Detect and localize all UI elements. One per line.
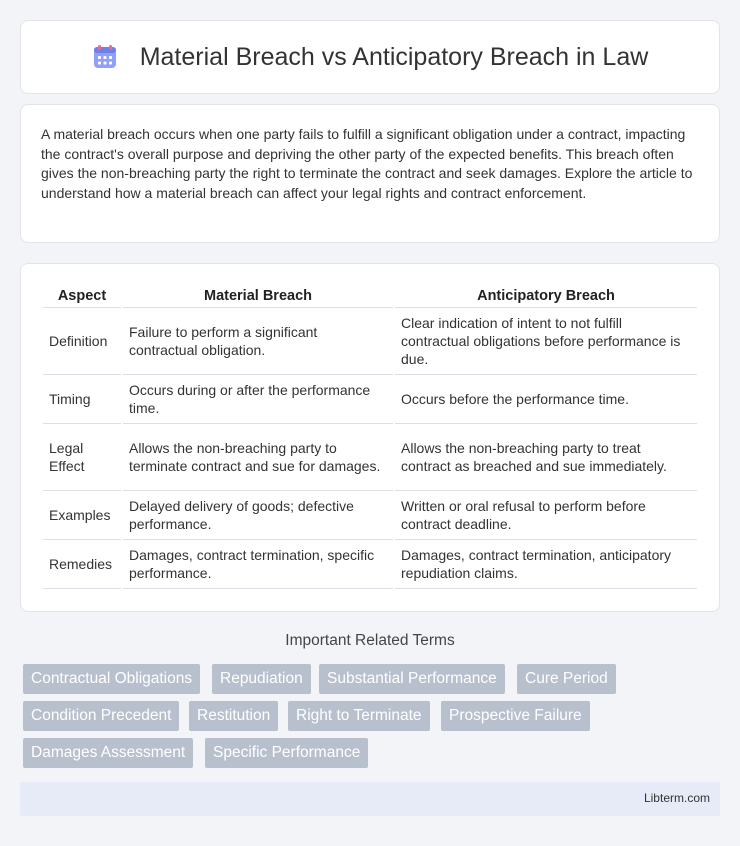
- cell-material: Damages, contract termination, specific performance.: [123, 540, 393, 589]
- table-row: [43, 424, 697, 491]
- cell-aspect: Remedies: [43, 540, 121, 589]
- cell-aspect: Legal Effect: [43, 424, 121, 491]
- tag-repudiation[interactable]: Repudiation: [212, 664, 311, 694]
- cell-anticipatory: Written or oral refusal to perform before contract deadline.: [395, 491, 697, 540]
- cell-aspect: Examples: [43, 491, 121, 540]
- cell-anticipatory: Damages, contract termination, anticipatory repudiation claims.: [395, 540, 697, 589]
- cell-material: Delayed delivery of goods; defective performance.: [123, 491, 393, 540]
- page-title: Material Breach vs Anticipatory Breach in Law: [139, 42, 649, 71]
- related-terms-title: Important Related Terms: [285, 632, 455, 649]
- cell-aspect: Timing: [43, 375, 121, 424]
- header-aspect: Aspect: [43, 286, 121, 308]
- comparison-card: [20, 263, 720, 612]
- header-anticipatory-breach: Anticipatory Breach: [395, 286, 697, 308]
- footer: [20, 782, 720, 816]
- tag-substantial-performance[interactable]: Substantial Performance: [319, 664, 505, 694]
- cell-material: Occurs during or after the performance time.: [123, 375, 393, 424]
- title-card: [20, 20, 720, 94]
- cell-aspect: Definition: [43, 308, 121, 375]
- table-row: [43, 308, 697, 375]
- tag-condition-precedent[interactable]: Condition Precedent: [23, 701, 179, 731]
- calendar-icon: [92, 44, 118, 70]
- tag-cure-period[interactable]: Cure Period: [517, 664, 616, 694]
- tag-specific-performance[interactable]: Specific Performance: [205, 738, 368, 768]
- cell-anticipatory: Allows the non-breaching party to treat contract as breached and sue immediately.: [395, 424, 697, 491]
- tag-prospective-failure[interactable]: Prospective Failure: [441, 701, 590, 731]
- cell-material: Failure to perform a significant contractual obligation.: [123, 308, 393, 375]
- intro-card: [20, 104, 720, 243]
- tag-contractual-obligations[interactable]: Contractual Obligations: [23, 664, 200, 694]
- tag-damages-assessment[interactable]: Damages Assessment: [23, 738, 193, 768]
- cell-anticipatory: Clear indication of intent to not fulfill contractual obligations before performance is due.: [395, 308, 697, 375]
- footer-site-link[interactable]: Libterm.com: [643, 791, 710, 805]
- table-row: [43, 491, 697, 540]
- comparison-table: [41, 286, 699, 589]
- table-row: [43, 375, 697, 424]
- intro-text: A material breach occurs when one party fails to fulfill a significant obligation under a contract, impacting the contract's overall purpose and depriving the other party of the expected benefits. This breach often gives the non-breaching party the right to terminate the contract and seek damages. Explore the article to understand how a material breach can affect your legal rights and contract enforcement.: [41, 126, 693, 201]
- tag-restitution[interactable]: Restitution: [189, 701, 278, 731]
- table-header-row: [43, 286, 697, 308]
- tag-right-to-terminate[interactable]: Right to Terminate: [288, 701, 430, 731]
- cell-material: Allows the non-breaching party to terminate contract and sue for damages.: [123, 424, 393, 491]
- table-row: [43, 540, 697, 589]
- cell-anticipatory: Occurs before the performance time.: [395, 375, 697, 424]
- header-material-breach: Material Breach: [123, 286, 393, 308]
